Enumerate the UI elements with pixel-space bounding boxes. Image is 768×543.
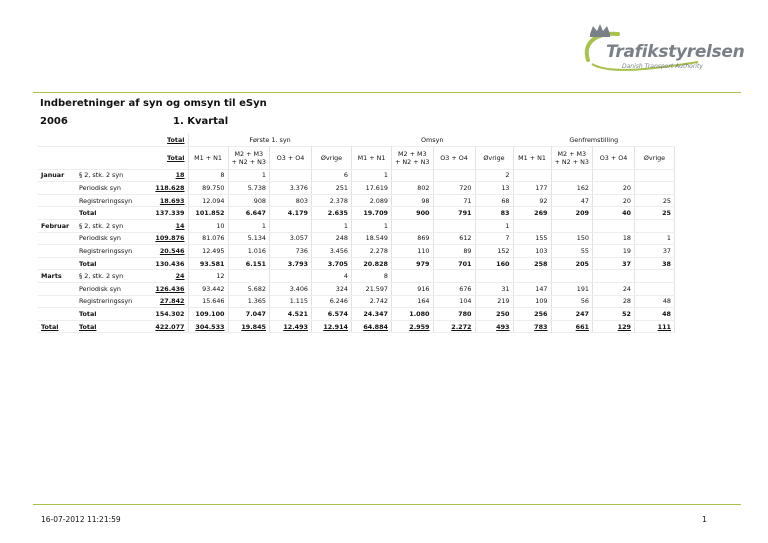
column-header: M1 + N1 xyxy=(513,146,551,169)
table-cell: 783 xyxy=(513,320,551,333)
column-header: M2 + M3 + N2 + N3 xyxy=(551,146,593,169)
table-row xyxy=(38,308,675,321)
table-cell xyxy=(392,169,434,182)
table-cell xyxy=(551,270,593,283)
table-cell: 24 xyxy=(148,270,188,283)
table-cell: 27.842 xyxy=(148,295,188,308)
table-cell xyxy=(433,169,475,182)
table-cell: 64.884 xyxy=(352,320,392,333)
table-cell: 612 xyxy=(433,232,475,245)
table-cell: 780 xyxy=(433,308,475,321)
table-cell: 802 xyxy=(392,182,434,195)
row-label: Registreringssyn xyxy=(76,295,148,308)
row-label: Total xyxy=(76,207,148,220)
month-label xyxy=(38,194,76,207)
footer-timestamp: 16-07-2012 11:21:59 xyxy=(41,515,121,524)
table-cell: 137.339 xyxy=(148,207,188,220)
page-number: 1 xyxy=(702,515,707,524)
month-label xyxy=(38,257,76,270)
table-cell: 2 xyxy=(475,169,513,182)
header-divider xyxy=(33,92,741,93)
table-cell: 81.076 xyxy=(188,232,228,245)
table-cell: 3.456 xyxy=(312,245,352,258)
column-header: M2 + M3 + N2 + N3 xyxy=(392,146,434,169)
table-cell: 25 xyxy=(635,207,675,220)
table-cell: 2.089 xyxy=(352,194,392,207)
table-cell: 4 xyxy=(312,270,352,283)
table-cell xyxy=(593,270,635,283)
table-cell: 5.134 xyxy=(228,232,270,245)
table-cell: 1.080 xyxy=(392,308,434,321)
table-cell: 103 xyxy=(513,245,551,258)
table-cell: 4.179 xyxy=(270,207,312,220)
table-row xyxy=(38,219,675,232)
table-row xyxy=(38,169,675,182)
table-cell xyxy=(551,219,593,232)
table-cell: 150 xyxy=(551,232,593,245)
row-label: Registreringssyn xyxy=(76,194,148,207)
table-cell: 493 xyxy=(475,320,513,333)
table-cell: 6.647 xyxy=(228,207,270,220)
table-cell: 38 xyxy=(635,257,675,270)
table-cell: 118.628 xyxy=(148,182,188,195)
table-cell: 6.151 xyxy=(228,257,270,270)
table-cell xyxy=(635,182,675,195)
table-cell xyxy=(635,219,675,232)
table-cell: 104 xyxy=(433,295,475,308)
table-cell: 164 xyxy=(392,295,434,308)
table-cell: 24.347 xyxy=(352,308,392,321)
table-cell: 250 xyxy=(475,308,513,321)
table-cell: 256 xyxy=(513,308,551,321)
report-title: Indberetninger af syn og omsyn til eSyn xyxy=(40,98,267,109)
table-cell: 20 xyxy=(593,182,635,195)
table-cell: 4.521 xyxy=(270,308,312,321)
row-label: Periodisk syn xyxy=(76,282,148,295)
table-cell: 20 xyxy=(593,194,635,207)
table-cell: 19.709 xyxy=(352,207,392,220)
table-cell: 109.100 xyxy=(188,308,228,321)
table-cell: 12 xyxy=(188,270,228,283)
table-cell: 110 xyxy=(392,245,434,258)
table-cell: 258 xyxy=(513,257,551,270)
table-cell: 3.406 xyxy=(270,282,312,295)
table-row xyxy=(38,182,675,195)
group-header-first-syn: Første 1. syn xyxy=(188,134,352,146)
table-cell: 48 xyxy=(635,308,675,321)
group-header-row xyxy=(38,134,675,146)
table-cell: 6 xyxy=(312,169,352,182)
table-cell: 93.581 xyxy=(188,257,228,270)
table-cell: 2.959 xyxy=(392,320,434,333)
row-label: Total xyxy=(76,308,148,321)
table-cell: 130.436 xyxy=(148,257,188,270)
table-cell: 13 xyxy=(475,182,513,195)
table-cell: 129 xyxy=(593,320,635,333)
table-cell: 269 xyxy=(513,207,551,220)
column-header: Total xyxy=(148,146,188,169)
table-cell: 40 xyxy=(593,207,635,220)
table-cell: 147 xyxy=(513,282,551,295)
column-header: O3 + O4 xyxy=(433,146,475,169)
table-cell: 3.793 xyxy=(270,257,312,270)
table-row xyxy=(38,245,675,258)
table-cell: 56 xyxy=(551,295,593,308)
table-cell: 55 xyxy=(551,245,593,258)
table-cell: 1.365 xyxy=(228,295,270,308)
table-cell: 126.436 xyxy=(148,282,188,295)
table-cell: 676 xyxy=(433,282,475,295)
table-cell: 7.047 xyxy=(228,308,270,321)
month-label: Total xyxy=(38,320,76,333)
group-header-genfremstilling: Genfremstilling xyxy=(513,134,675,146)
group-header-omsyn: Omsyn xyxy=(352,134,514,146)
table-cell xyxy=(270,169,312,182)
table-cell: 191 xyxy=(551,282,593,295)
table-cell: 7 xyxy=(475,232,513,245)
table-cell: 979 xyxy=(392,257,434,270)
table-cell xyxy=(513,219,551,232)
table-cell xyxy=(635,169,675,182)
table-cell: 205 xyxy=(551,257,593,270)
table-cell: 154.302 xyxy=(148,308,188,321)
table-cell: 916 xyxy=(392,282,434,295)
month-label xyxy=(38,282,76,295)
table-cell: 248 xyxy=(312,232,352,245)
table-cell: 83 xyxy=(475,207,513,220)
table-cell: 18.693 xyxy=(148,194,188,207)
row-label: Total xyxy=(76,320,148,333)
table-cell: 68 xyxy=(475,194,513,207)
table-cell: 12.493 xyxy=(270,320,312,333)
table-cell xyxy=(475,270,513,283)
table-row xyxy=(38,320,675,333)
table-cell: 2.378 xyxy=(312,194,352,207)
logo-text: Trafikstyrelsen xyxy=(606,42,745,62)
table-cell: 3.376 xyxy=(270,182,312,195)
column-header-row xyxy=(38,146,675,169)
month-label: Januar xyxy=(38,169,76,182)
table-cell xyxy=(635,282,675,295)
table-cell: 52 xyxy=(593,308,635,321)
table-row xyxy=(38,207,675,220)
table-cell: 47 xyxy=(551,194,593,207)
table-cell: 2.742 xyxy=(352,295,392,308)
table-cell: 12.495 xyxy=(188,245,228,258)
table-cell: 111 xyxy=(635,320,675,333)
table-cell: 19.845 xyxy=(228,320,270,333)
column-header: Øvrige xyxy=(475,146,513,169)
table-cell: 3.057 xyxy=(270,232,312,245)
table-cell: 152 xyxy=(475,245,513,258)
month-label xyxy=(38,245,76,258)
table-cell: 12.914 xyxy=(312,320,352,333)
table-cell: 209 xyxy=(551,207,593,220)
table-cell: 736 xyxy=(270,245,312,258)
month-label xyxy=(38,295,76,308)
table-cell: 1 xyxy=(352,219,392,232)
table-cell: 1 xyxy=(352,169,392,182)
month-label xyxy=(38,207,76,220)
column-header: M2 + M3 + N2 + N3 xyxy=(228,146,270,169)
column-header: O3 + O4 xyxy=(593,146,635,169)
month-label: Marts xyxy=(38,270,76,283)
month-label: Februar xyxy=(38,219,76,232)
table-cell: 37 xyxy=(593,257,635,270)
table-row xyxy=(38,295,675,308)
footer-divider xyxy=(33,504,741,505)
table-row xyxy=(38,194,675,207)
table-cell: 2.272 xyxy=(433,320,475,333)
table-cell: 98 xyxy=(392,194,434,207)
table-cell: 5.738 xyxy=(228,182,270,195)
table-cell xyxy=(433,270,475,283)
column-header: M1 + N1 xyxy=(352,146,392,169)
table-cell: 160 xyxy=(475,257,513,270)
table-cell: 661 xyxy=(551,320,593,333)
column-header: Øvrige xyxy=(635,146,675,169)
table-cell: 21.597 xyxy=(352,282,392,295)
table-cell xyxy=(635,270,675,283)
row-label: § 2, stk. 2 syn xyxy=(76,169,148,182)
table-cell: 20.828 xyxy=(352,257,392,270)
row-label: Total xyxy=(76,257,148,270)
table-cell: 48 xyxy=(635,295,675,308)
crown-icon xyxy=(590,24,610,37)
table-cell: 162 xyxy=(551,182,593,195)
table-cell: 219 xyxy=(475,295,513,308)
table-cell: 17.619 xyxy=(352,182,392,195)
table-cell: 422.077 xyxy=(148,320,188,333)
row-label: Registreringssyn xyxy=(76,245,148,258)
table-row xyxy=(38,270,675,283)
table-cell: 15.646 xyxy=(188,295,228,308)
table-cell: 791 xyxy=(433,207,475,220)
table-cell xyxy=(392,270,434,283)
table-cell: 89.750 xyxy=(188,182,228,195)
table-cell xyxy=(433,219,475,232)
table-cell: 20.546 xyxy=(148,245,188,258)
column-header: Øvrige xyxy=(312,146,352,169)
inspection-table xyxy=(38,134,675,333)
table-cell: 89 xyxy=(433,245,475,258)
table-cell: 3.705 xyxy=(312,257,352,270)
table-cell: 92 xyxy=(513,194,551,207)
table-cell: 31 xyxy=(475,282,513,295)
table-cell xyxy=(228,270,270,283)
table-cell: 1 xyxy=(635,232,675,245)
table-cell: 28 xyxy=(593,295,635,308)
top-total-header: Total xyxy=(148,134,188,146)
table-cell: 71 xyxy=(433,194,475,207)
table-cell: 1 xyxy=(312,219,352,232)
table-cell xyxy=(551,169,593,182)
table-cell: 19 xyxy=(593,245,635,258)
table-cell: 18.549 xyxy=(352,232,392,245)
table-cell: 1.016 xyxy=(228,245,270,258)
table-cell: 2.278 xyxy=(352,245,392,258)
table-cell xyxy=(392,219,434,232)
report-quarter: 1. Kvartal xyxy=(173,116,229,127)
table-cell xyxy=(513,169,551,182)
logo-subtitle: Danish Transport Authority xyxy=(622,63,703,70)
month-label xyxy=(38,182,76,195)
table-cell: 10 xyxy=(188,219,228,232)
table-cell: 8 xyxy=(188,169,228,182)
table-cell: 6.246 xyxy=(312,295,352,308)
table-cell: 8 xyxy=(352,270,392,283)
table-cell: 1 xyxy=(475,219,513,232)
table-cell: 6.574 xyxy=(312,308,352,321)
table-cell: 12.094 xyxy=(188,194,228,207)
table-cell: 18 xyxy=(593,232,635,245)
table-cell: 109 xyxy=(513,295,551,308)
table-cell: 869 xyxy=(392,232,434,245)
table-cell: 14 xyxy=(148,219,188,232)
table-row xyxy=(38,282,675,295)
table-cell xyxy=(270,270,312,283)
table-cell: 900 xyxy=(392,207,434,220)
table-cell: 908 xyxy=(228,194,270,207)
table-cell: 101.852 xyxy=(188,207,228,220)
table-cell: 701 xyxy=(433,257,475,270)
row-label: Periodisk syn xyxy=(76,182,148,195)
row-label: § 2, stk. 2 syn xyxy=(76,270,148,283)
table-cell xyxy=(270,219,312,232)
table-cell: 5.682 xyxy=(228,282,270,295)
month-label xyxy=(38,232,76,245)
table-cell xyxy=(593,169,635,182)
month-label xyxy=(38,308,76,321)
table-cell: 324 xyxy=(312,282,352,295)
table-cell xyxy=(513,270,551,283)
table-cell: 304.533 xyxy=(188,320,228,333)
table-cell: 177 xyxy=(513,182,551,195)
table-cell: 1 xyxy=(228,219,270,232)
row-label: § 2, stk. 2 syn xyxy=(76,219,148,232)
table-cell: 93.442 xyxy=(188,282,228,295)
column-header: O3 + O4 xyxy=(270,146,312,169)
table-cell: 18 xyxy=(148,169,188,182)
report-year: 2006 xyxy=(40,116,68,127)
table-cell xyxy=(593,219,635,232)
table-cell: 1 xyxy=(228,169,270,182)
table-cell: 25 xyxy=(635,194,675,207)
table-cell: 720 xyxy=(433,182,475,195)
row-label: Periodisk syn xyxy=(76,232,148,245)
table-cell: 1.115 xyxy=(270,295,312,308)
table-row xyxy=(38,257,675,270)
table-cell: 155 xyxy=(513,232,551,245)
table-row xyxy=(38,232,675,245)
column-header: M1 + N1 xyxy=(188,146,228,169)
table-cell: 37 xyxy=(635,245,675,258)
table-cell: 251 xyxy=(312,182,352,195)
table-cell: 803 xyxy=(270,194,312,207)
table-cell: 2.635 xyxy=(312,207,352,220)
table-cell: 247 xyxy=(551,308,593,321)
table-cell: 24 xyxy=(593,282,635,295)
table-cell: 109.876 xyxy=(148,232,188,245)
